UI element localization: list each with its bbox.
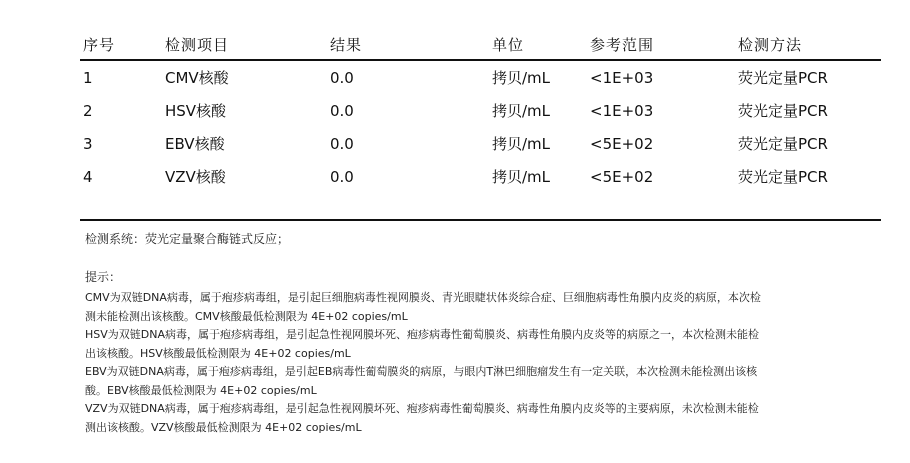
row-unit: 拷贝/mL: [492, 168, 551, 186]
row-index: 2: [83, 102, 93, 120]
table-bottom-rule: [80, 219, 881, 221]
tip-line: HSV为双链DNA病毒，属于疱疹病毒组，是引起急性视网膜坏死、疱疹病毒性葡萄膜炎、病毒性角膜内皮炎等的病原之一，本次检测未能检: [85, 328, 759, 341]
table-row: [0, 66, 910, 90]
tip-line: CMV为双链DNA病毒，属于疱疹病毒组，是引起巨细胞病毒性视网膜炎、青光眼睫状体炎综合症、巨细胞病毒性角膜内皮炎的病原，本次检: [85, 291, 761, 304]
row-reference-range: <5E+02: [590, 168, 654, 186]
table-top-rule: [80, 59, 881, 61]
row-method: 荧光定量PCR: [738, 102, 828, 120]
table-row: [0, 132, 910, 156]
row-index: 4: [83, 168, 93, 186]
row-index: 3: [83, 135, 93, 153]
row-result: 0.0: [330, 168, 354, 186]
row-index: 1: [83, 69, 93, 87]
row-result: 0.0: [330, 135, 354, 153]
tip-line: EBV为双链DNA病毒，属于疱疹病毒组，是引起EB病毒性葡萄膜炎的病原，与眼内T淋巴细胞瘤发生有一定关联，本次检测未能检测出该核: [85, 365, 758, 378]
tip-line: VZV为双链DNA病毒，属于疱疹病毒组，是引起急性视网膜坏死、疱疹病毒性葡萄膜炎、病毒性角膜内皮炎等的主要病原，未次检测未能检: [85, 402, 759, 415]
row-result: 0.0: [330, 102, 354, 120]
table-row: [0, 99, 910, 123]
header-unit: 单位: [492, 36, 525, 54]
row-test-item: EBV核酸: [165, 135, 225, 153]
tip-line: 测出该核酸。VZV核酸最低检测限为 4E+02 copies/mL: [85, 420, 362, 434]
header-index: 序号: [83, 36, 116, 54]
header-test-item: 检测项目: [165, 36, 230, 54]
row-method: 荧光定量PCR: [738, 135, 828, 153]
tip-line: 出该核酸。HSV核酸最低检测限为 4E+02 copies/mL: [85, 346, 351, 360]
tips-title: 提示：: [85, 270, 122, 284]
row-reference-range: <5E+02: [590, 135, 654, 153]
row-method: 荧光定量PCR: [738, 168, 828, 186]
row-method: 荧光定量PCR: [738, 69, 828, 87]
tip-line: 测未能检测出该核酸。CMV核酸最低检测限为 4E+02 copies/mL: [85, 309, 408, 323]
row-reference-range: <1E+03: [590, 69, 654, 87]
header-reference-range: 参考范围: [590, 36, 655, 54]
tips-block: [85, 289, 885, 437]
row-unit: 拷贝/mL: [492, 135, 551, 153]
row-reference-range: <1E+03: [590, 102, 654, 120]
row-test-item: HSV核酸: [165, 102, 227, 120]
row-result: 0.0: [330, 69, 354, 87]
table-row: [0, 165, 910, 189]
tip-line: 酸。EBV核酸最低检测限为 4E+02 copies/mL: [85, 383, 317, 397]
row-test-item: CMV核酸: [165, 69, 229, 87]
row-test-item: VZV核酸: [165, 168, 226, 186]
method-note: 检测系统：荧光定量聚合酶链式反应；: [85, 232, 290, 246]
row-unit: 拷贝/mL: [492, 102, 551, 120]
table-header: [0, 33, 910, 57]
header-method: 检测方法: [738, 36, 803, 54]
row-unit: 拷贝/mL: [492, 69, 551, 87]
header-result: 结果: [330, 36, 363, 54]
